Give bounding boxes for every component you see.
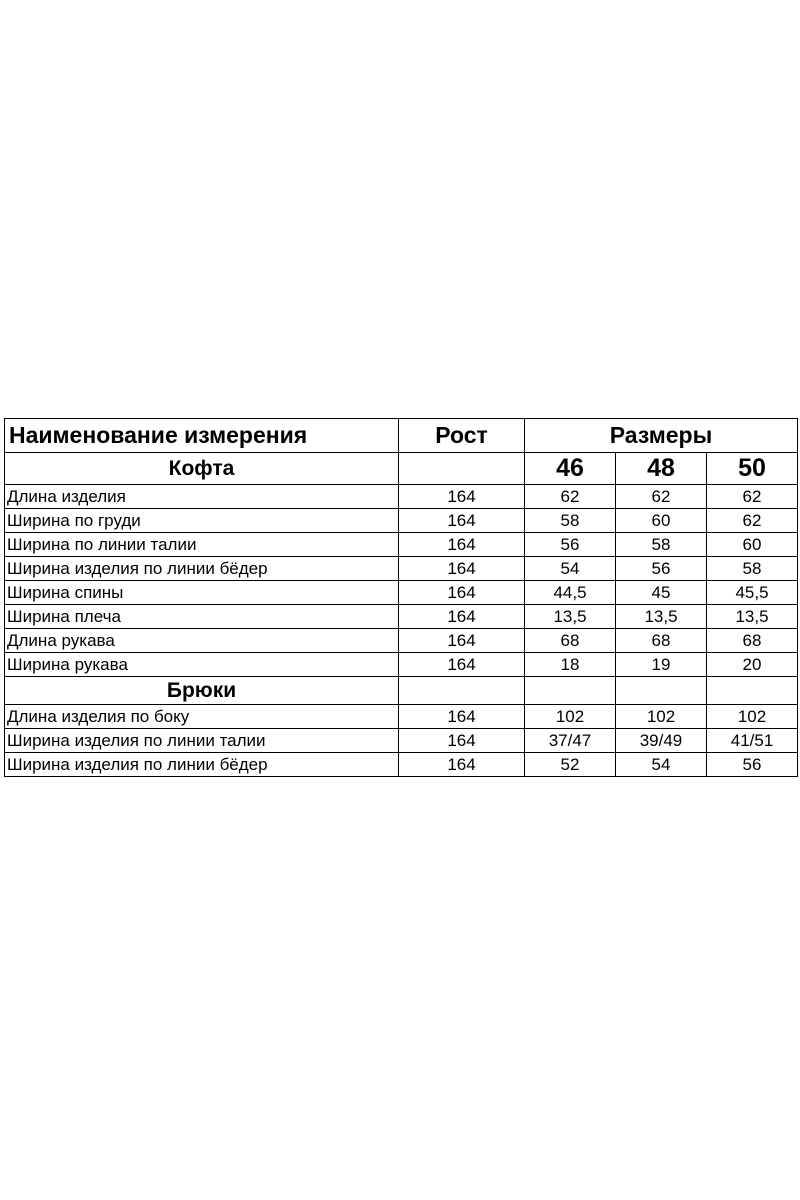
height-value: 164 — [399, 705, 525, 729]
table-row — [5, 653, 798, 677]
table-row — [5, 509, 798, 533]
size-value: 54 — [616, 753, 707, 777]
table-row — [5, 753, 798, 777]
measure-name: Длина рукава — [5, 629, 399, 653]
size-value: 68 — [525, 629, 616, 653]
height-value: 164 — [399, 605, 525, 629]
size-value: 62 — [525, 485, 616, 509]
measure-name: Ширина рукава — [5, 653, 399, 677]
section-title: Брюки — [5, 677, 399, 705]
measure-name: Длина изделия по боку — [5, 705, 399, 729]
size-value: 45,5 — [707, 581, 798, 605]
measure-name: Ширина изделия по линии бёдер — [5, 557, 399, 581]
header-height: Рост — [399, 419, 525, 453]
header-name: Наименование измерения — [5, 419, 399, 453]
height-value: 164 — [399, 581, 525, 605]
measure-name: Ширина изделия по линии талии — [5, 729, 399, 753]
empty-cell — [525, 677, 616, 705]
table-row — [5, 729, 798, 753]
size-table — [4, 418, 798, 777]
height-value: 164 — [399, 629, 525, 653]
size-value: 39/49 — [616, 729, 707, 753]
size-value: 62 — [616, 485, 707, 509]
empty-cell — [616, 677, 707, 705]
size-value: 60 — [707, 533, 798, 557]
height-value: 164 — [399, 729, 525, 753]
size-label: 48 — [616, 453, 707, 485]
height-value: 164 — [399, 557, 525, 581]
measure-name: Ширина спины — [5, 581, 399, 605]
size-value: 37/47 — [525, 729, 616, 753]
size-value: 56 — [616, 557, 707, 581]
table-row — [5, 705, 798, 729]
size-value: 54 — [525, 557, 616, 581]
section-header-row — [5, 453, 798, 485]
empty-cell — [399, 453, 525, 485]
height-value: 164 — [399, 533, 525, 557]
table-row — [5, 485, 798, 509]
size-value: 44,5 — [525, 581, 616, 605]
empty-cell — [707, 677, 798, 705]
size-value: 13,5 — [525, 605, 616, 629]
size-value: 102 — [707, 705, 798, 729]
height-value: 164 — [399, 753, 525, 777]
size-value: 102 — [616, 705, 707, 729]
table-row — [5, 557, 798, 581]
size-value: 45 — [616, 581, 707, 605]
table-row — [5, 533, 798, 557]
measure-name: Ширина плеча — [5, 605, 399, 629]
height-value: 164 — [399, 653, 525, 677]
size-value: 19 — [616, 653, 707, 677]
section-header-row — [5, 677, 798, 705]
size-label: 46 — [525, 453, 616, 485]
size-value: 41/51 — [707, 729, 798, 753]
size-value: 13,5 — [616, 605, 707, 629]
empty-cell — [399, 677, 525, 705]
size-value: 20 — [707, 653, 798, 677]
size-value: 60 — [616, 509, 707, 533]
size-value: 62 — [707, 485, 798, 509]
size-value: 18 — [525, 653, 616, 677]
measure-name: Ширина изделия по линии бёдер — [5, 753, 399, 777]
measure-name: Длина изделия — [5, 485, 399, 509]
size-value: 52 — [525, 753, 616, 777]
size-value: 68 — [616, 629, 707, 653]
table-row — [5, 629, 798, 653]
table-row — [5, 581, 798, 605]
header-row — [5, 419, 798, 453]
height-value: 164 — [399, 509, 525, 533]
size-value: 56 — [525, 533, 616, 557]
size-value: 62 — [707, 509, 798, 533]
size-label: 50 — [707, 453, 798, 485]
measure-name: Ширина по груди — [5, 509, 399, 533]
size-value: 58 — [616, 533, 707, 557]
size-value: 58 — [525, 509, 616, 533]
table-row — [5, 605, 798, 629]
size-value: 13,5 — [707, 605, 798, 629]
header-sizes: Размеры — [525, 419, 798, 453]
size-value: 58 — [707, 557, 798, 581]
measure-name: Ширина по линии талии — [5, 533, 399, 557]
height-value: 164 — [399, 485, 525, 509]
section-title: Кофта — [5, 453, 399, 485]
size-value: 102 — [525, 705, 616, 729]
size-value: 68 — [707, 629, 798, 653]
size-value: 56 — [707, 753, 798, 777]
